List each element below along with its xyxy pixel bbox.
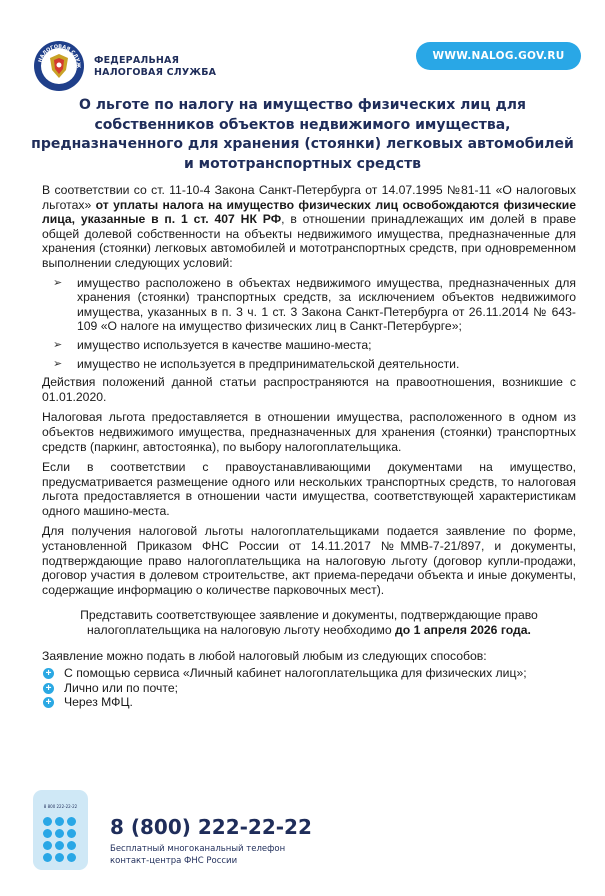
document-body bbox=[42, 183, 576, 710]
method-text: Через МФЦ. bbox=[64, 695, 133, 710]
method-text: Лично или по почте; bbox=[64, 680, 178, 695]
list-item bbox=[42, 681, 576, 696]
intro-paragraph bbox=[42, 183, 576, 271]
paragraph-benefit-scope: Налоговая льгота предоставляется в отношении имущества, расположенного в одном из объектов недвижимого имущества, предназначенных для хранения (стоянки) транспортных средств (паркинг, автостоянка), по выбору налогоплательщика. bbox=[42, 410, 576, 454]
list-item bbox=[42, 695, 576, 710]
plus-bullet-icon: + bbox=[43, 697, 54, 708]
hotline-phone-number[interactable]: 8 (800) 222-22-22 bbox=[110, 815, 312, 839]
hotline-caption-line2: контакт-центра ФНС России bbox=[110, 856, 238, 866]
page-title: О льготе по налогу на имущество физических лиц для собственников объектов недвижимого имущества, предназначенного для хранения (стоянки) легковых автомобилей и мототранспортных средств bbox=[31, 97, 574, 172]
list-item bbox=[42, 357, 576, 372]
hotline-caption bbox=[110, 843, 285, 867]
arrow-bullet-icon: ➢ bbox=[53, 357, 63, 370]
org-name-line1: ФЕДЕРАЛЬНАЯ bbox=[94, 55, 180, 66]
list-item bbox=[42, 338, 576, 353]
plus-bullet-icon: + bbox=[43, 683, 54, 694]
logo-ring-text: НАЛОГОВАЯ СЛУЖ bbox=[37, 43, 82, 69]
arrow-bullet-icon: ➢ bbox=[53, 338, 63, 351]
fns-emblem-logo bbox=[33, 40, 85, 92]
paragraph-documents: Для получения налоговой льготы налогоплательщиками подается заявление по форме, установленной Приказом ФНС России от 14.11.2017 №ММВ-7-21/897, и документы, подтверждающие право налогоплательщика на налоговую льготу (договор купли-продажи, договор участия в долевом строительстве, акт приема-передачи объекта и иные документы, содержащие информацию о количестве парковочных мест). bbox=[42, 524, 576, 597]
plus-bullet-icon: + bbox=[43, 668, 54, 679]
arrow-bullet-icon: ➢ bbox=[53, 276, 63, 289]
website-link-button[interactable]: WWW.NALOG.GOV.RU bbox=[416, 42, 581, 70]
intro-text-bold: от уплаты налога на имущество физических лиц освобождаются физические лица, указанные в п. 1 ст. 407 НК РФ bbox=[42, 197, 576, 227]
keypad-icon bbox=[43, 817, 76, 862]
method-text: С помощью сервиса «Личный кабинет налогоплательщика для физических лиц»; bbox=[64, 666, 527, 681]
hotline-caption-line1: Бесплатный многоканальный телефон bbox=[110, 844, 286, 854]
methods-intro: Заявление можно подать в любой налоговый любым из следующих способов: bbox=[42, 648, 487, 663]
deadline-paragraph bbox=[42, 608, 576, 637]
condition-text: имущество не используется в предпринимательской деятельности. bbox=[77, 356, 460, 371]
paragraph-effective-date: Действия положений данной статьи распространяются на правоотношения, возникшие с 01.01.2020. bbox=[42, 375, 576, 404]
condition-text: имущество используется в качестве машино-места; bbox=[77, 337, 372, 352]
conditions-list bbox=[42, 276, 576, 372]
deadline-text: Представить соответствующее заявление и документы, подтверждающие право налогоплательщика на налоговую льготу необходимо bbox=[80, 608, 538, 638]
org-name bbox=[94, 55, 216, 79]
intro-text-1: В соответствии со ст. 11-10-4 Закона Санкт-Петербурга от 14.07.1995 №81-11 «О налоговых льготах» bbox=[42, 183, 576, 212]
phone-screen-number: 8 800 222-22-22 bbox=[43, 804, 78, 809]
deadline-date: до 1 апреля 2026 года. bbox=[395, 623, 531, 638]
methods-list bbox=[42, 666, 576, 710]
phone-icon bbox=[33, 790, 88, 870]
list-item bbox=[42, 666, 576, 681]
condition-text: имущество расположено в объектах недвижимого имущества, предназначенных для хранения (стоянки) транспортных средств, за исключением объектов недвижимого имущества, указанных в п. 3 ч. 1 ст. 3 Закона Санкт-Петербурга от 26.11.2014 № 643-109 «О налоге на имущество физических лиц в Санкт-Петербурге»; bbox=[77, 275, 576, 334]
paragraph-multiple-vehicles: Если в соответствии с правоустанавливающими документами на имущество, предусматривается размещение одного или нескольких транспортных средств, то налоговая льгота предоставляется в отношении части имущества, соответствующей характеристикам одного машино-места. bbox=[42, 460, 576, 518]
org-name-line2: НАЛОГОВАЯ СЛУЖБА bbox=[94, 67, 217, 78]
list-item bbox=[42, 276, 576, 334]
intro-text-2: , в отношении принадлежащих им долей в праве общей долевой собственности на объекты недвижимого имущества, предназначенные для хранения (стоянки) легковых автомобилей и мототранспортных средств, при одновременном выполнении следующих условий: bbox=[42, 212, 576, 270]
header bbox=[0, 0, 605, 90]
